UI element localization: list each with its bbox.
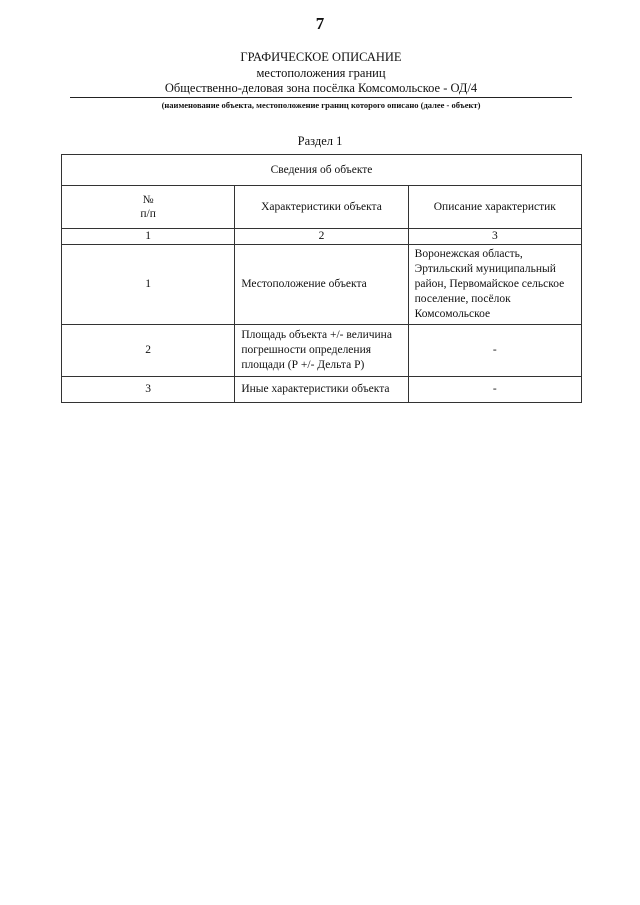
table-header-row [62, 186, 582, 229]
column-number-3: 3 [408, 229, 581, 245]
object-info-table [61, 154, 582, 403]
document-subtitle: местоположения границ [256, 66, 386, 80]
section-title: Раздел 1 [297, 134, 343, 148]
header-description: Описание характеристик [408, 186, 581, 229]
table-caption-row [62, 155, 582, 186]
page-number: 7 [315, 14, 325, 33]
object-name: Общественно-деловая зона посёлка Комсомольское - ОД/4 [70, 81, 572, 98]
row-characteristic: Площадь объекта +/- величина погрешности определения площади (Р +/- Дельта Р) [235, 325, 408, 377]
header-characteristic: Характеристики объекта [235, 186, 408, 229]
document-header [70, 49, 572, 111]
row-num: 1 [62, 245, 235, 325]
table-row [62, 325, 582, 377]
column-number-1: 1 [62, 229, 235, 245]
row-description: - [408, 377, 581, 403]
row-num: 2 [62, 325, 235, 377]
row-characteristic: Местоположение объекта [235, 245, 408, 325]
table-caption: Сведения об объекте [62, 155, 582, 186]
header-num: № п/п [62, 186, 235, 229]
row-num: 3 [62, 377, 235, 403]
column-number-2: 2 [235, 229, 408, 245]
table-row [62, 377, 582, 403]
object-name-caption: (наименование объекта, местоположение границ которого описано (далее - объект) [161, 100, 481, 110]
row-description: Воронежская область, Эртильский муниципальный район, Первомайское сельское поселение, посёлок Комсомольское [408, 245, 581, 325]
row-description: - [408, 325, 581, 377]
row-characteristic: Иные характеристики объекта [235, 377, 408, 403]
document-title: ГРАФИЧЕСКОЕ ОПИСАНИЕ [240, 50, 402, 64]
table-row [62, 245, 582, 325]
column-number-row [62, 229, 582, 245]
